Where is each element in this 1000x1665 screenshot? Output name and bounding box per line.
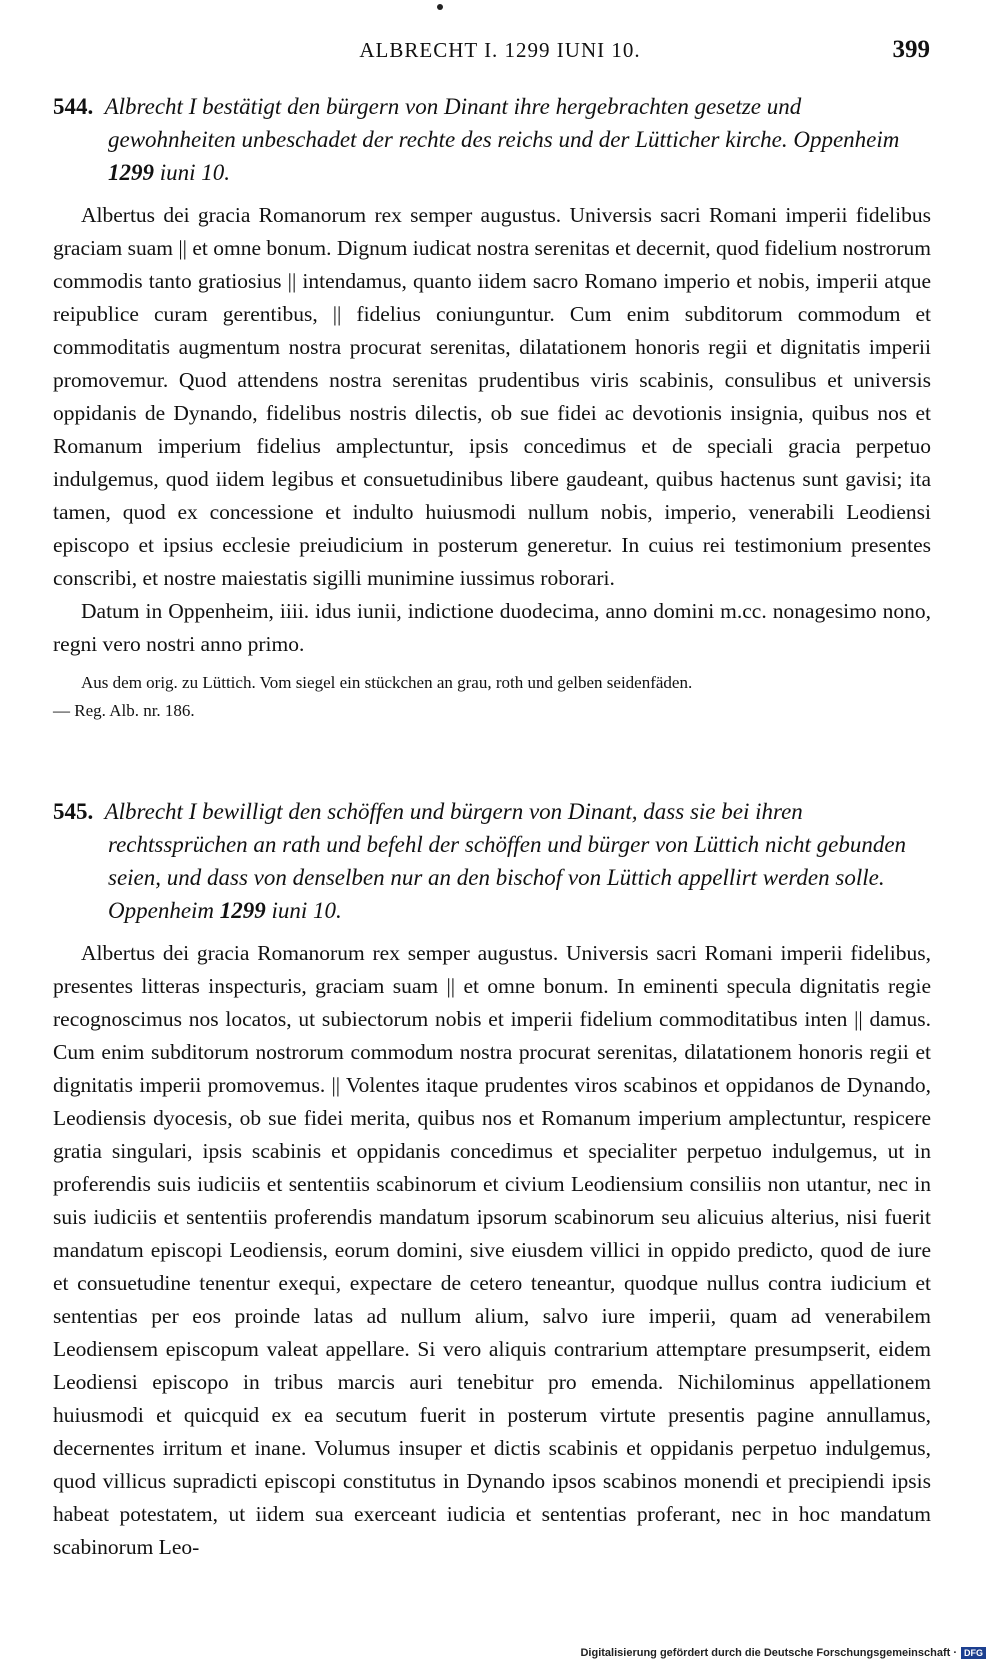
- entry-day: iuni 10.: [271, 898, 342, 923]
- digitization-credit: [580, 1647, 986, 1659]
- charter-paragraph: Albertus dei gracia Romanorum rex semper augustus. Universis sacri Romani imperii fidelibus graciam suam || et omne bonum. Dignum iudicat nostra serenitas et decernit, quod fidelium nostrorum commodis tanto gratiosius || intendamus, quanto iidem sacro Romano imperio et nobis, imperii atque reipublice curam gerentibus, || fidelius coniunguntur. Cum enim subditorum commodum et commoditatis augmentum nostra procurat serenitas, dilatationem honoris regii et dignitatis imperii promovemur. Quod attendens nostra serenitas prudentibus viris scabinis, consulibus et universis oppidanis de Dynando, fidelibus nostris dilectis, ob sue fidei ac devotionis insignia, quibus nos et Romanum imperium fidelius amplectuntur, ipsis concedimus et de speciali gracia perpetuo indulgemus, quod iidem legibus et consuetudinibus libere gaudeant, quibus hactenus sunt gavisi; ita tamen, quod ex concessione et indulto huiusmodi nullum nobis, imperio, venerabili Leodiensi episcopo et ipsius ecclesie preiudicium in posterum generetur. In cuius rei testimonium presentes conscribi, et nostre maiestatis sigilli munimine iussimus roborari.: [53, 203, 931, 590]
- source-note-line: Aus dem orig. zu Lüttich. Vom siegel ein stückchen an grau, roth und gelben seidenfäden.: [81, 673, 693, 692]
- running-title: ALBRECHT I. 1299 IUNI 10.: [359, 38, 641, 62]
- entry-summary: Albrecht I bewilligt den schöffen und bürgern von Dinant, dass sie bei ihren rechtssprüchen an rath und befehl der schöffen und bürger von Lüttich nicht gebunden seien, und dass von denselben nur an den bischof von Lüttich appellirt werden solle. Oppenheim: [104, 799, 907, 923]
- entry-heading: [53, 795, 931, 927]
- dating-clause: Datum in Oppenheim, iiii. idus iunii, indictione duodecima, anno domini m.cc. nonagesimo nono, regni vero nostri anno primo.: [53, 599, 931, 656]
- entry-number: 544.: [53, 94, 94, 119]
- page-mark: [437, 4, 443, 10]
- entry-545: [53, 795, 931, 1564]
- entry-day: iuni 10.: [159, 160, 231, 185]
- entry-summary: Albrecht I bestätigt den bürgern von Dinant ihre hergebrachten gesetze und gewohnheiten unbeschadet der rechte des reichs und der Lütticher kirche. Oppenheim: [104, 94, 900, 152]
- charter-text: [53, 937, 931, 1564]
- entry-number: 545.: [53, 799, 94, 824]
- running-header: [0, 38, 1000, 78]
- entry-heading: [53, 90, 931, 189]
- entry-year: 1299: [219, 898, 266, 923]
- charter-text: [53, 199, 931, 661]
- register-reference: — Reg. Alb. nr. 186.: [53, 701, 195, 720]
- entry-year: 1299: [108, 160, 154, 185]
- page-number: 399: [892, 36, 930, 63]
- dfg-logo: DFG: [961, 1647, 986, 1659]
- entry-544: [53, 90, 931, 725]
- charter-paragraph: Albertus dei gracia Romanorum rex semper augustus. Universis sacri Romani imperii fidelibus, presentes litteras inspecturis, graciam suam || et omne bonum. In eminenti specula dignitatis regie recognoscimus nos locatos, ut subiectorum nobis et imperii fidelium commoditatibus inten || damus. Cum enim subditorum nostrorum commodum nostra procurat serenitas, dilatationem honoris regii et dignitatis imperii promovemus. || Volentes itaque prudentes viros scabinos et oppidanos de Dynando, Leodiensis dyocesis, ob sue fidei merita, quibus nos et Romanum imperium amplectuntur, respicere gratia singulari, ipsis scabinis et oppidanis concedimus et specialiter perpetuo indulgemus, ut in proferendis suis iudiciis et sententiis scabinorum et civium Leodiensium consiliis non utantur, nec in suis iudiciis et sententiis proferendis mandatum ipsorum scabinorum seu alicuius alterius, nisi fuerit mandatum episcopi Leodiensis, eorum domini, sive eiusdem villici in oppido predicto, quod de iure et consuetudine tenentur exequi, expectare de cetero teneantur, quodque nullus contra iudicium et sententias per eos proinde latas ad nullum alium, salvo iure imperii, quam ad venerabilem Leodiensem episcopum valeat appellare. Si vero aliquis contrarium attemptare presumpserit, eidem Leodiensi episcopo in tribus marcis auri tenebitur pro emenda. Nichilominus appellationem huiusmodi et quicquid ex ea secutum fuerit in posterum virtute presentis pagine annullamus, decernentes irritum et inane. Volumus insuper et dictis scabinis et oppidanis perpetuo indulgemus, quod villicus supradicti episcopi constitutus in Dynando ipsos scabinos monendi et precipiendi ipsis habeat potestatem, ut iidem sua exerceant iudicia et sententias proferant, nec in hoc mandatum scabinorum Leo-: [53, 941, 931, 1559]
- credit-text: Digitalisierung gefördert durch die Deutsche Forschungsgemeinschaft ·: [580, 1647, 957, 1659]
- source-note: [53, 669, 931, 725]
